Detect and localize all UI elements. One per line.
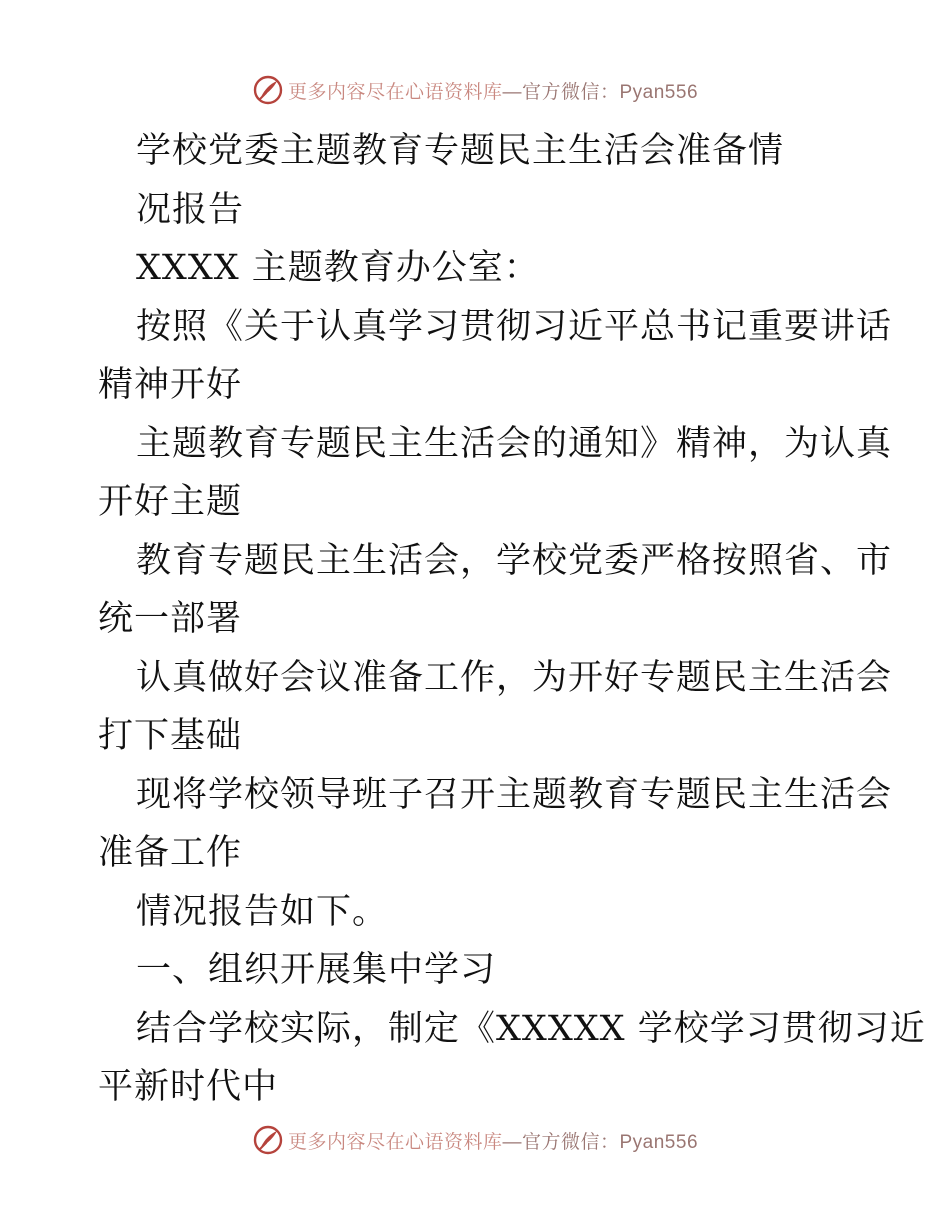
- paragraph-line: 统一部署: [98, 599, 243, 639]
- watermark-lead: 更多内容尽在心语资料库: [287, 1131, 503, 1153]
- paragraph-line: 情况报告如下。: [136, 891, 389, 932]
- paragraph-line: 认真做好会议准备工作，为开好专题民主生活会: [136, 657, 893, 698]
- doc-title-line-2: 况报告: [136, 189, 245, 230]
- paragraph-line: 结合学校实际，制定《XXXXX 学校学习贯彻习近: [136, 1008, 926, 1049]
- quill-logo-icon: [252, 1124, 284, 1156]
- document-body: [98, 122, 926, 1117]
- paragraph-line: 准备工作: [98, 833, 243, 873]
- section-heading: 一、组织开展集中学习: [136, 950, 497, 990]
- watermark-lead: 更多内容尽在心语资料库: [287, 81, 503, 103]
- paragraph-line: 教育专题民主生活会，学校党委严格按照省、市: [136, 540, 893, 581]
- paragraph-line: 主题教育专题民主生活会的通知》精神，为认真: [136, 423, 893, 464]
- paragraph-line: 精神开好: [98, 365, 243, 405]
- doc-title-line-1: 学校党委主题教育专题民主生活会准备情: [136, 131, 785, 171]
- paragraph-line: 打下基础: [98, 716, 243, 756]
- paragraph-line: 现将学校领导班子召开主题教育专题民主生活会: [136, 774, 893, 815]
- watermark-text: [288, 77, 698, 104]
- doc-addressee: XXXX 主题教育办公室：: [136, 248, 540, 288]
- quill-logo-icon: [252, 74, 284, 106]
- footer-watermark: [0, 1118, 950, 1162]
- watermark-contact: —官方微信：Pyan556: [502, 81, 699, 103]
- header-watermark: [0, 68, 950, 112]
- paragraph-line: 平新时代中: [98, 1067, 279, 1107]
- paragraph-line: 按照《关于认真学习贯彻习近平总书记重要讲话: [136, 306, 893, 347]
- paragraph-line: 开好主题: [98, 482, 243, 522]
- watermark-text: [288, 1127, 698, 1154]
- watermark-contact: —官方微信：Pyan556: [502, 1131, 699, 1153]
